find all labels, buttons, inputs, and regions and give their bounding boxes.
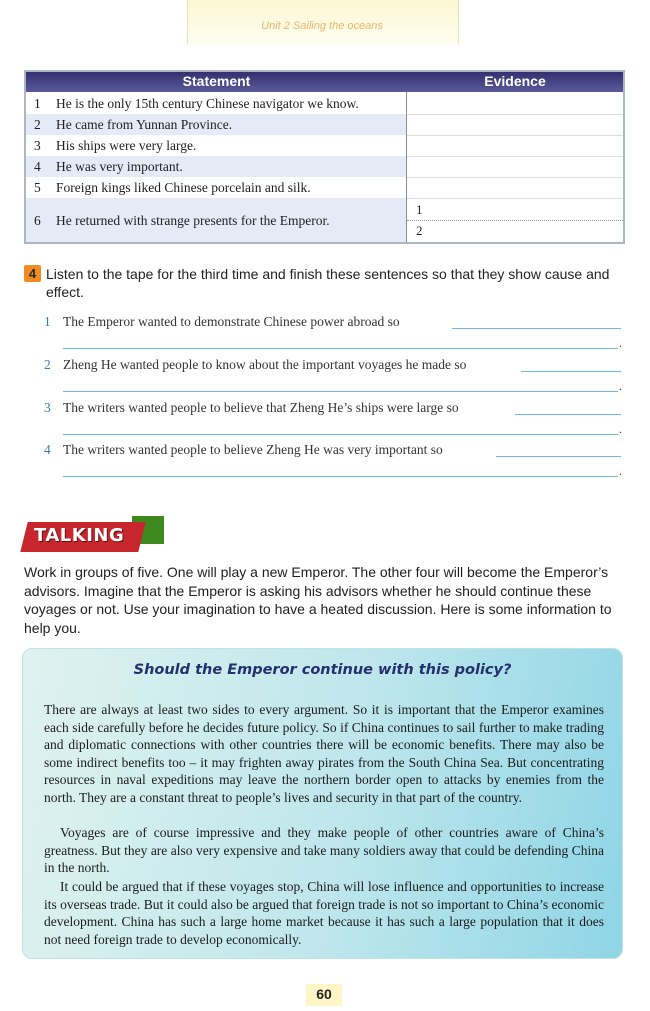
sentence-end-mark: . (619, 464, 622, 478)
sentence-text: Zheng He wanted people to know about the important voyages he made so (63, 357, 467, 372)
info-box-title: Should the Emperor continue with this policy? (133, 662, 512, 678)
sentence-text: The Emperor wanted to demonstrate Chinese power abroad so (63, 314, 400, 329)
answer-blank[interactable] (515, 414, 621, 415)
talking-logo (24, 516, 144, 552)
logo-text: TALKING (34, 525, 125, 546)
evidence-header: Evidence (484, 73, 546, 89)
table-row (26, 114, 407, 135)
row-number: 6 (34, 213, 41, 228)
evidence-dotted-divider (407, 220, 623, 221)
table-row (26, 93, 407, 114)
row-statement: His ships were very large. (56, 138, 197, 153)
sentence-text: The writers wanted people to believe Zheng He was very important so (63, 442, 443, 457)
statement-header: Statement (182, 73, 251, 89)
evidence-number: 1 (416, 202, 423, 217)
info-paragraph: It could be argued that if these voyages stop, China will lose influence and opportunities to increase its overseas trade. But it could also be argued that foreign trade is not so important to China’s economic development. China has such a large home market because it has such a large population that it does not need foreign trade to develop economically. (44, 879, 604, 947)
sentence-end-mark: . (619, 422, 622, 436)
info-paragraph: Voyages are of course impressive and they make people of other countries aware of China’s greatness. But they are also very expensive and take many soldiers away that could be defending China in the north. (44, 825, 604, 876)
row-number: 1 (34, 96, 41, 111)
info-paragraph: There are always at least two sides to every argument. So it is important that the Emperor examines each side carefully before he decides future policy. So if China continues to sail further to make trading and diplomatic connections with other countries there will be economic benefits. There may also be some indirect benefits too – it may frighten away pirates from the South China Sea. But concentrating resources in naval expeditions may leave the northern border open to attacks by enemies from the north. They are a constant threat to people’s lives and security in that part of the country. (44, 702, 604, 805)
row-divider (407, 156, 623, 157)
sentence-number: 4 (44, 442, 51, 457)
answer-blank[interactable] (63, 476, 618, 477)
row-divider (407, 114, 623, 115)
page-number: 60 (306, 984, 342, 1006)
row-statement: Foreign kings liked Chinese porcelain and silk. (56, 180, 311, 195)
exercise-number-badge: 4 (24, 265, 41, 282)
table-row (26, 135, 407, 156)
row-divider (407, 198, 623, 199)
row-statement: He was very important. (56, 159, 183, 174)
row-statement: He returned with strange presents for the Emperor. (56, 213, 330, 228)
answer-blank[interactable] (63, 434, 618, 435)
answer-blank[interactable] (63, 348, 618, 349)
table-row (26, 177, 407, 198)
row-divider (407, 177, 623, 178)
row-number: 5 (34, 180, 41, 195)
table-row (26, 198, 407, 242)
sentence-number: 1 (44, 314, 51, 329)
row-statement: He came from Yunnan Province. (56, 117, 233, 132)
row-number: 4 (34, 159, 41, 174)
table-row (26, 156, 407, 177)
row-divider (407, 135, 623, 136)
sentence-end-mark: . (619, 336, 622, 350)
unit-title: Unit 2 Sailing the oceans (261, 20, 383, 32)
answer-blank[interactable] (452, 328, 621, 329)
row-number: 3 (34, 138, 41, 153)
answer-blank[interactable] (521, 371, 621, 372)
exercise-instruction: Listen to the tape for the third time and finish these sentences so that they show cause and effect. (46, 266, 610, 300)
sentence-number: 3 (44, 400, 51, 415)
sentence-number: 2 (44, 357, 51, 372)
row-number: 2 (34, 117, 41, 132)
sentence-text: The writers wanted people to believe that Zheng He’s ships were large so (63, 400, 459, 415)
statement-evidence-table (24, 70, 625, 244)
evidence-number: 2 (416, 223, 423, 238)
answer-blank[interactable] (63, 391, 618, 392)
row-statement: He is the only 15th century Chinese navigator we know. (56, 96, 359, 111)
sentence-end-mark: . (619, 379, 622, 393)
table-header (26, 72, 623, 92)
answer-blank[interactable] (496, 456, 621, 457)
talking-instructions: Work in groups of five. One will play a new Emperor. The other four will become the Emperor’s advisors. Imagine that the Emperor is asking his advisors whether he should continue these voyages or not. Use your imagination to have a heated discussion. Here is some information to help you. (24, 564, 612, 636)
